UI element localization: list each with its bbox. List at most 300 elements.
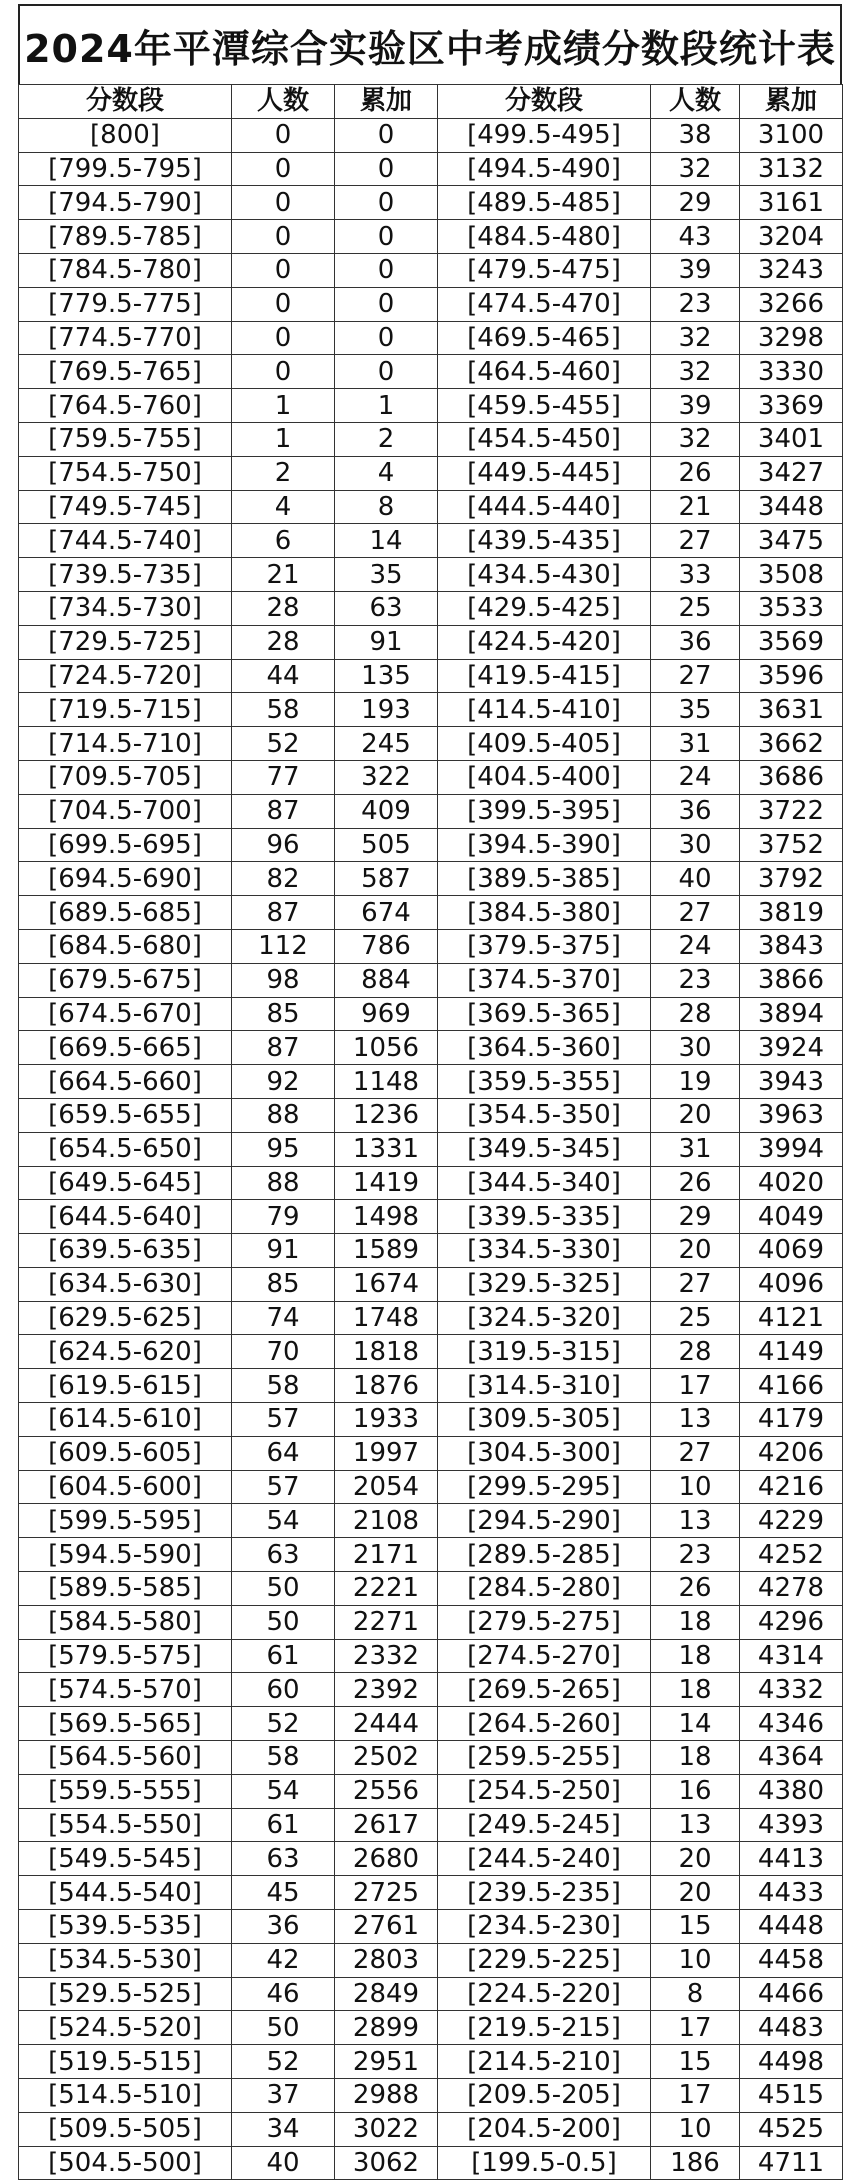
count-left-cell: 0: [232, 220, 335, 254]
score-range-left-cell: [734.5-730]: [19, 591, 232, 625]
count-right-cell: 186: [651, 2146, 740, 2180]
table-row: [19, 1301, 843, 1335]
score-range-right-cell: [459.5-455]: [438, 389, 651, 423]
score-range-left-cell: [744.5-740]: [19, 524, 232, 558]
count-left-cell: 57: [232, 1403, 335, 1437]
count-right-cell: 27: [651, 1267, 740, 1301]
count-right-cell: 13: [651, 1403, 740, 1437]
count-left-cell: 79: [232, 1200, 335, 1234]
table-row: [19, 1132, 843, 1166]
count-right-cell: 31: [651, 727, 740, 761]
score-range-left-cell: [739.5-735]: [19, 558, 232, 592]
score-range-left-cell: [664.5-660]: [19, 1065, 232, 1099]
table-row: [19, 1234, 843, 1268]
cumulative-right-cell: 4278: [740, 1572, 843, 1606]
count-left-cell: 85: [232, 1267, 335, 1301]
table-row: [19, 896, 843, 930]
cumulative-right-cell: 3963: [740, 1098, 843, 1132]
score-range-left-cell: [759.5-755]: [19, 422, 232, 456]
cumulative-right-cell: 3401: [740, 422, 843, 456]
table-row: [19, 997, 843, 1031]
count-right-cell: 32: [651, 321, 740, 355]
count-left-cell: 87: [232, 794, 335, 828]
cumulative-right-cell: 3866: [740, 963, 843, 997]
score-range-left-cell: [539.5-535]: [19, 1910, 232, 1944]
cumulative-left-cell: 2502: [335, 1741, 438, 1775]
table-row: [19, 693, 843, 727]
score-range-right-cell: [379.5-375]: [438, 929, 651, 963]
score-range-right-cell: [314.5-310]: [438, 1369, 651, 1403]
cumulative-right-cell: 3722: [740, 794, 843, 828]
score-range-right-cell: [444.5-440]: [438, 490, 651, 524]
count-left-cell: 46: [232, 1977, 335, 2011]
count-right-cell: 32: [651, 152, 740, 186]
count-right-cell: 13: [651, 1808, 740, 1842]
count-left-cell: 52: [232, 1707, 335, 1741]
count-left-cell: 82: [232, 862, 335, 896]
count-left-cell: 58: [232, 1369, 335, 1403]
score-range-right-cell: [244.5-240]: [438, 1842, 651, 1876]
count-left-cell: 54: [232, 1774, 335, 1808]
cumulative-right-cell: 4711: [740, 2146, 843, 2180]
score-range-right-cell: [349.5-345]: [438, 1132, 651, 1166]
score-range-right-cell: [474.5-470]: [438, 287, 651, 321]
score-range-right-cell: [354.5-350]: [438, 1098, 651, 1132]
table-row: [19, 524, 843, 558]
table-row: [19, 1639, 843, 1673]
cumulative-left-cell: 2725: [335, 1876, 438, 1910]
count-right-cell: 28: [651, 997, 740, 1031]
score-range-left-cell: [534.5-530]: [19, 1943, 232, 1977]
cumulative-right-cell: 3508: [740, 558, 843, 592]
count-left-cell: 63: [232, 1842, 335, 1876]
score-range-right-cell: [204.5-200]: [438, 2112, 651, 2146]
table-row: [19, 1707, 843, 1741]
score-range-left-cell: [589.5-585]: [19, 1572, 232, 1606]
count-left-cell: 21: [232, 558, 335, 592]
count-right-cell: 27: [651, 659, 740, 693]
score-range-right-cell: [404.5-400]: [438, 760, 651, 794]
count-right-cell: 27: [651, 524, 740, 558]
table-row: [19, 490, 843, 524]
cumulative-left-cell: 35: [335, 558, 438, 592]
cumulative-right-cell: 3204: [740, 220, 843, 254]
score-range-right-cell: [269.5-265]: [438, 1673, 651, 1707]
count-right-cell: 36: [651, 794, 740, 828]
table-row: [19, 862, 843, 896]
cumulative-left-cell: 91: [335, 625, 438, 659]
cumulative-right-cell: 4364: [740, 1741, 843, 1775]
page-title: 2024年平潭综合实验区中考成绩分数段统计表: [18, 4, 842, 84]
table-row: [19, 321, 843, 355]
score-range-right-cell: [279.5-275]: [438, 1605, 651, 1639]
count-left-cell: 88: [232, 1166, 335, 1200]
score-range-right-cell: [289.5-285]: [438, 1538, 651, 1572]
score-range-left-cell: [544.5-540]: [19, 1876, 232, 1910]
count-left-cell: 37: [232, 2079, 335, 2113]
table-row: [19, 659, 843, 693]
cumulative-left-cell: 135: [335, 659, 438, 693]
cumulative-right-cell: 4448: [740, 1910, 843, 1944]
count-left-cell: 91: [232, 1234, 335, 1268]
cumulative-right-cell: 3100: [740, 118, 843, 152]
score-range-left-cell: [719.5-715]: [19, 693, 232, 727]
score-range-left-cell: [764.5-760]: [19, 389, 232, 423]
table-row: [19, 220, 843, 254]
table-row: [19, 760, 843, 794]
table-row: [19, 929, 843, 963]
count-left-cell: 61: [232, 1639, 335, 1673]
table-row: [19, 1538, 843, 1572]
count-right-cell: 23: [651, 963, 740, 997]
table-row: [19, 2079, 843, 2113]
count-right-cell: 13: [651, 1504, 740, 1538]
table-row: [19, 625, 843, 659]
score-range-right-cell: [434.5-430]: [438, 558, 651, 592]
score-range-left-cell: [699.5-695]: [19, 828, 232, 862]
count-left-cell: 40: [232, 2146, 335, 2180]
score-range-left-cell: [799.5-795]: [19, 152, 232, 186]
count-right-cell: 33: [651, 558, 740, 592]
cumulative-right-cell: 4413: [740, 1842, 843, 1876]
count-right-cell: 28: [651, 1335, 740, 1369]
cumulative-right-cell: 4179: [740, 1403, 843, 1437]
cumulative-right-cell: 4069: [740, 1234, 843, 1268]
cumulative-right-cell: 3266: [740, 287, 843, 321]
cumulative-right-cell: 4020: [740, 1166, 843, 1200]
score-range-right-cell: [494.5-490]: [438, 152, 651, 186]
count-left-cell: 87: [232, 1031, 335, 1065]
cumulative-left-cell: 2271: [335, 1605, 438, 1639]
score-range-left-cell: [709.5-705]: [19, 760, 232, 794]
count-right-cell: 18: [651, 1741, 740, 1775]
score-range-right-cell: [214.5-210]: [438, 2045, 651, 2079]
count-left-cell: 4: [232, 490, 335, 524]
score-range-left-cell: [749.5-745]: [19, 490, 232, 524]
score-range-right-cell: [224.5-220]: [438, 1977, 651, 2011]
count-right-cell: 43: [651, 220, 740, 254]
cumulative-right-cell: 4515: [740, 2079, 843, 2113]
cumulative-right-cell: 3132: [740, 152, 843, 186]
count-right-cell: 29: [651, 1200, 740, 1234]
cumulative-left-cell: 2680: [335, 1842, 438, 1876]
cumulative-right-cell: 4121: [740, 1301, 843, 1335]
cumulative-right-cell: 3843: [740, 929, 843, 963]
score-range-left-cell: [609.5-605]: [19, 1436, 232, 1470]
count-left-cell: 70: [232, 1335, 335, 1369]
count-right-cell: 24: [651, 929, 740, 963]
cumulative-left-cell: 8: [335, 490, 438, 524]
count-right-cell: 23: [651, 287, 740, 321]
cumulative-left-cell: 2761: [335, 1910, 438, 1944]
cumulative-right-cell: 4525: [740, 2112, 843, 2146]
cumulative-right-cell: 4229: [740, 1504, 843, 1538]
cumulative-left-cell: 1148: [335, 1065, 438, 1099]
score-range-right-cell: [389.5-385]: [438, 862, 651, 896]
count-right-cell: 27: [651, 1436, 740, 1470]
cumulative-left-cell: 245: [335, 727, 438, 761]
table-row: [19, 1774, 843, 1808]
cumulative-right-cell: 3330: [740, 355, 843, 389]
score-range-right-cell: [484.5-480]: [438, 220, 651, 254]
score-range-left-cell: [779.5-775]: [19, 287, 232, 321]
table-row: [19, 1267, 843, 1301]
count-left-cell: 0: [232, 287, 335, 321]
count-right-cell: 24: [651, 760, 740, 794]
count-right-cell: 17: [651, 1369, 740, 1403]
score-range-left-cell: [684.5-680]: [19, 929, 232, 963]
count-right-cell: 10: [651, 1470, 740, 1504]
header-cumulative-right: 累加: [740, 85, 843, 119]
cumulative-left-cell: 3022: [335, 2112, 438, 2146]
cumulative-right-cell: 4216: [740, 1470, 843, 1504]
count-left-cell: 63: [232, 1538, 335, 1572]
cumulative-left-cell: 0: [335, 118, 438, 152]
score-range-right-cell: [469.5-465]: [438, 321, 651, 355]
count-left-cell: 60: [232, 1673, 335, 1707]
count-right-cell: 18: [651, 1639, 740, 1673]
table-body: [19, 118, 843, 2180]
count-left-cell: 87: [232, 896, 335, 930]
count-left-cell: 85: [232, 997, 335, 1031]
count-right-cell: 31: [651, 1132, 740, 1166]
cumulative-right-cell: 3369: [740, 389, 843, 423]
cumulative-right-cell: 4393: [740, 1808, 843, 1842]
score-range-left-cell: [674.5-670]: [19, 997, 232, 1031]
score-range-left-cell: [599.5-595]: [19, 1504, 232, 1538]
cumulative-right-cell: 3924: [740, 1031, 843, 1065]
table-row: [19, 422, 843, 456]
table-row: [19, 1673, 843, 1707]
count-left-cell: 58: [232, 693, 335, 727]
table-row: [19, 1605, 843, 1639]
cumulative-left-cell: 2221: [335, 1572, 438, 1606]
count-right-cell: 38: [651, 118, 740, 152]
header-score-range-left: 分数段: [19, 85, 232, 119]
cumulative-left-cell: 0: [335, 355, 438, 389]
count-right-cell: 36: [651, 625, 740, 659]
score-range-right-cell: [234.5-230]: [438, 1910, 651, 1944]
cumulative-left-cell: 0: [335, 152, 438, 186]
count-right-cell: 10: [651, 2112, 740, 2146]
count-right-cell: 26: [651, 1572, 740, 1606]
table-header-row: [19, 85, 843, 119]
table-row: [19, 253, 843, 287]
count-right-cell: 10: [651, 1943, 740, 1977]
cumulative-right-cell: 3631: [740, 693, 843, 727]
table-row: [19, 1369, 843, 1403]
cumulative-right-cell: 3686: [740, 760, 843, 794]
cumulative-left-cell: 1236: [335, 1098, 438, 1132]
score-range-right-cell: [364.5-360]: [438, 1031, 651, 1065]
count-left-cell: 52: [232, 727, 335, 761]
count-left-cell: 1: [232, 422, 335, 456]
score-range-right-cell: [359.5-355]: [438, 1065, 651, 1099]
count-left-cell: 98: [232, 963, 335, 997]
table-row: [19, 355, 843, 389]
cumulative-right-cell: 4149: [740, 1335, 843, 1369]
cumulative-left-cell: 969: [335, 997, 438, 1031]
count-left-cell: 50: [232, 1572, 335, 1606]
score-range-right-cell: [259.5-255]: [438, 1741, 651, 1775]
score-range-left-cell: [694.5-690]: [19, 862, 232, 896]
score-distribution-sheet: [18, 4, 842, 2180]
score-range-left-cell: [714.5-710]: [19, 727, 232, 761]
count-left-cell: 50: [232, 1605, 335, 1639]
cumulative-left-cell: 786: [335, 929, 438, 963]
cumulative-left-cell: 2054: [335, 1470, 438, 1504]
count-left-cell: 0: [232, 152, 335, 186]
cumulative-right-cell: 4096: [740, 1267, 843, 1301]
score-range-right-cell: [384.5-380]: [438, 896, 651, 930]
count-right-cell: 32: [651, 422, 740, 456]
table-row: [19, 1098, 843, 1132]
table-row: [19, 1504, 843, 1538]
count-right-cell: 32: [651, 355, 740, 389]
cumulative-left-cell: 2951: [335, 2045, 438, 2079]
cumulative-left-cell: 3062: [335, 2146, 438, 2180]
score-range-right-cell: [464.5-460]: [438, 355, 651, 389]
cumulative-left-cell: 322: [335, 760, 438, 794]
count-left-cell: 77: [232, 760, 335, 794]
cumulative-left-cell: 2899: [335, 2011, 438, 2045]
count-left-cell: 57: [232, 1470, 335, 1504]
table-row: [19, 287, 843, 321]
cumulative-left-cell: 1419: [335, 1166, 438, 1200]
table-row: [19, 1741, 843, 1775]
cumulative-right-cell: 4483: [740, 2011, 843, 2045]
table-row: [19, 2112, 843, 2146]
score-range-left-cell: [504.5-500]: [19, 2146, 232, 2180]
cumulative-left-cell: 2617: [335, 1808, 438, 1842]
cumulative-left-cell: 2803: [335, 1943, 438, 1977]
cumulative-right-cell: 4252: [740, 1538, 843, 1572]
table-row: [19, 963, 843, 997]
cumulative-right-cell: 3533: [740, 591, 843, 625]
table-row: [19, 152, 843, 186]
score-range-right-cell: [249.5-245]: [438, 1808, 651, 1842]
count-right-cell: 25: [651, 1301, 740, 1335]
table-row: [19, 591, 843, 625]
count-left-cell: 44: [232, 659, 335, 693]
score-range-left-cell: [519.5-515]: [19, 2045, 232, 2079]
cumulative-left-cell: 193: [335, 693, 438, 727]
cumulative-right-cell: 4332: [740, 1673, 843, 1707]
count-left-cell: 0: [232, 253, 335, 287]
count-right-cell: 19: [651, 1065, 740, 1099]
score-range-left-cell: [569.5-565]: [19, 1707, 232, 1741]
table-row: [19, 1977, 843, 2011]
score-range-right-cell: [449.5-445]: [438, 456, 651, 490]
count-right-cell: 35: [651, 693, 740, 727]
table-row: [19, 1808, 843, 1842]
cumulative-left-cell: 2: [335, 422, 438, 456]
header-count-right: 人数: [651, 85, 740, 119]
cumulative-right-cell: 4346: [740, 1707, 843, 1741]
score-range-left-cell: [509.5-505]: [19, 2112, 232, 2146]
count-right-cell: 26: [651, 1166, 740, 1200]
score-range-right-cell: [319.5-315]: [438, 1335, 651, 1369]
count-left-cell: 92: [232, 1065, 335, 1099]
table-row: [19, 2011, 843, 2045]
cumulative-left-cell: 505: [335, 828, 438, 862]
score-range-left-cell: [784.5-780]: [19, 253, 232, 287]
count-left-cell: 88: [232, 1098, 335, 1132]
cumulative-right-cell: 3994: [740, 1132, 843, 1166]
cumulative-left-cell: 1933: [335, 1403, 438, 1437]
score-range-left-cell: [564.5-560]: [19, 1741, 232, 1775]
cumulative-left-cell: 0: [335, 186, 438, 220]
score-range-right-cell: [489.5-485]: [438, 186, 651, 220]
cumulative-right-cell: 4314: [740, 1639, 843, 1673]
score-range-right-cell: [219.5-215]: [438, 2011, 651, 2045]
count-right-cell: 30: [651, 1031, 740, 1065]
score-range-left-cell: [689.5-685]: [19, 896, 232, 930]
count-left-cell: 45: [232, 1876, 335, 1910]
count-right-cell: 39: [651, 389, 740, 423]
table-row: [19, 828, 843, 862]
score-range-left-cell: [679.5-675]: [19, 963, 232, 997]
score-range-right-cell: [439.5-435]: [438, 524, 651, 558]
cumulative-left-cell: 1331: [335, 1132, 438, 1166]
score-range-left-cell: [704.5-700]: [19, 794, 232, 828]
cumulative-left-cell: 2392: [335, 1673, 438, 1707]
cumulative-right-cell: 4458: [740, 1943, 843, 1977]
score-range-right-cell: [479.5-475]: [438, 253, 651, 287]
cumulative-left-cell: 674: [335, 896, 438, 930]
cumulative-left-cell: 1997: [335, 1436, 438, 1470]
count-left-cell: 50: [232, 2011, 335, 2045]
cumulative-left-cell: 4: [335, 456, 438, 490]
count-left-cell: 2: [232, 456, 335, 490]
count-left-cell: 28: [232, 625, 335, 659]
count-right-cell: 29: [651, 186, 740, 220]
score-range-left-cell: [594.5-590]: [19, 1538, 232, 1572]
table-row: [19, 1910, 843, 1944]
score-range-right-cell: [239.5-235]: [438, 1876, 651, 1910]
score-range-left-cell: [614.5-610]: [19, 1403, 232, 1437]
score-range-right-cell: [299.5-295]: [438, 1470, 651, 1504]
score-range-right-cell: [334.5-330]: [438, 1234, 651, 1268]
score-range-left-cell: [624.5-620]: [19, 1335, 232, 1369]
count-left-cell: 36: [232, 1910, 335, 1944]
count-left-cell: 52: [232, 2045, 335, 2079]
score-range-left-cell: [524.5-520]: [19, 2011, 232, 2045]
score-range-right-cell: [294.5-290]: [438, 1504, 651, 1538]
count-left-cell: 112: [232, 929, 335, 963]
count-left-cell: 95: [232, 1132, 335, 1166]
header-count-left: 人数: [232, 85, 335, 119]
cumulative-right-cell: 3596: [740, 659, 843, 693]
table-row: [19, 2045, 843, 2079]
score-range-left-cell: [644.5-640]: [19, 1200, 232, 1234]
cumulative-left-cell: 1748: [335, 1301, 438, 1335]
count-left-cell: 0: [232, 355, 335, 389]
cumulative-left-cell: 0: [335, 287, 438, 321]
table-row: [19, 727, 843, 761]
count-left-cell: 0: [232, 186, 335, 220]
cumulative-left-cell: 1056: [335, 1031, 438, 1065]
cumulative-right-cell: 3752: [740, 828, 843, 862]
count-right-cell: 26: [651, 456, 740, 490]
count-right-cell: 15: [651, 2045, 740, 2079]
count-right-cell: 27: [651, 896, 740, 930]
table-row: [19, 1572, 843, 1606]
score-range-left-cell: [619.5-615]: [19, 1369, 232, 1403]
cumulative-right-cell: 4433: [740, 1876, 843, 1910]
cumulative-left-cell: 2171: [335, 1538, 438, 1572]
score-range-right-cell: [409.5-405]: [438, 727, 651, 761]
